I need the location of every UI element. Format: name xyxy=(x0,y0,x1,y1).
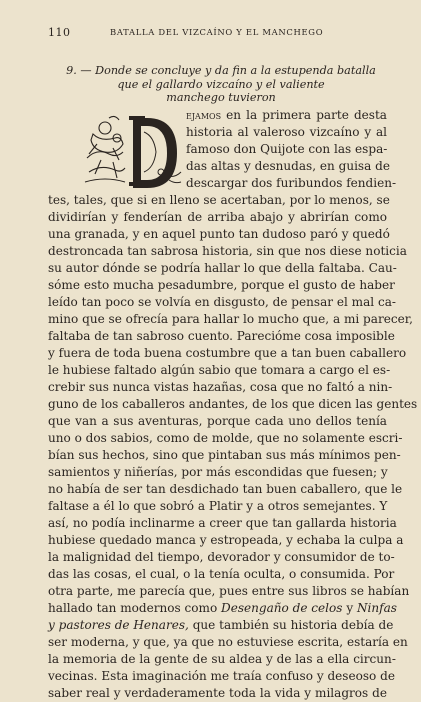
text-line: famoso don Quijote con las espa- xyxy=(186,142,388,156)
book-title: y pastores de Henares, xyxy=(48,618,189,632)
text-line: la malignidad del tiempo, devorador y consumidor de to- xyxy=(48,550,395,564)
text-line: guno de los caballeros andantes, de los que dicen las gentes xyxy=(48,397,418,411)
chapter-heading xyxy=(56,64,386,105)
text-line: descargar dos furibundos fendien- xyxy=(186,176,397,190)
running-title: BATALLA DEL VIZCAÍNO Y EL MANCHEGO xyxy=(110,27,324,37)
chapter-heading-line: que el gallardo vizcaíno y el valiente xyxy=(117,77,325,91)
text-segment: que también su historia debía de xyxy=(188,618,394,632)
text-line: das altas y desnudas, en guisa de xyxy=(186,159,390,173)
text-line: que van a sus aventuras, porque cada uno dellos tenía xyxy=(48,414,387,428)
initial-word-rest: ejamos xyxy=(186,108,222,122)
text-segment: hallado tan modernos como xyxy=(48,601,222,615)
text-line: vecinas. Esta imaginación me traía confuso y deseoso de xyxy=(48,669,395,683)
body-text xyxy=(48,107,418,702)
chapter-heading-line: manchego tuvieron xyxy=(166,91,276,105)
text-line: destroncada tan sabrosa historia, sin que nos diese noticia xyxy=(48,244,407,258)
text-line: su autor dónde se podría hallar lo que della faltaba. Cau- xyxy=(48,261,397,275)
text-line: historia al valeroso vizcaíno y al xyxy=(186,125,387,139)
text-line: hubiese quedado manca y estropeada, y echaba la culpa a xyxy=(48,533,404,547)
text-line: una granada, y en aquel punto tan dudoso paró y quedó xyxy=(48,227,390,241)
book-title: Desengaño de celos xyxy=(221,601,343,615)
text-line: así, no podía inclinarme a creer que tan gallarda historia xyxy=(48,516,397,530)
text-line: crebir sus nunca vistas hazañas, cosa que no faltó a nin- xyxy=(48,380,393,394)
text-line-rest: en la primera parte desta xyxy=(221,108,387,122)
text-line: ser moderna, y que, ya que no estuviese escrita, estaría en xyxy=(48,635,408,649)
text-line: samientos y niñerías, por más escondidas que fuesen; y xyxy=(48,465,388,479)
text-line xyxy=(48,107,387,124)
text-line: sóme esto mucha pesadumbre, porque el gusto de haber xyxy=(48,278,395,292)
text-line xyxy=(48,600,397,617)
text-line: la memoria de la gente de su aldea y de las a ella circun- xyxy=(48,652,396,666)
text-line: leído tan poco se volvía en disgusto, de pensar el mal ca- xyxy=(48,295,396,309)
page-number: 110 xyxy=(48,26,71,39)
text-line: le hubiese faltado algún sabio que tomara a cargo el es- xyxy=(48,363,391,377)
text-line: no había de ser tan desdichado tan buen caballero, que le xyxy=(48,482,403,496)
text-line: y fuera de toda buena costumbre que a tan buen caballero xyxy=(48,346,407,360)
text-line: dividirían y fenderían de arriba abajo y abrirían como xyxy=(48,210,387,224)
text-line xyxy=(48,617,394,634)
text-line: tes, tales, que si en lleno se acertaban, por lo menos, se xyxy=(48,193,390,207)
text-segment: y xyxy=(342,601,357,615)
text-line: uno o dos sabios, como de molde, que no solamente escri- xyxy=(48,431,403,445)
book-title: Ninfas xyxy=(356,601,397,615)
text-line: faltase a él lo que sobró a Platir y a otros semejantes. Y xyxy=(48,499,388,513)
text-line: otra parte, me parecía que, pues entre sus libros se habían xyxy=(48,584,410,598)
text-line: saber real y verdaderamente toda la vida y milagros de xyxy=(48,686,387,700)
page-header xyxy=(48,26,384,40)
text-line: faltaba de tan sabroso cuento. Parecióme cosa imposible xyxy=(48,329,395,343)
text-line: das las cosas, el cual, o la tenía oculta, o consumida. Por xyxy=(48,567,395,581)
text-line: mino que se ofrecía para hallar lo mucho que, a mi parecer, xyxy=(48,312,413,326)
chapter-heading-line: 9. — Donde se concluye y da fin a la estupenda batalla xyxy=(66,64,376,77)
text-line: bían sus hechos, sino que pintaban sus más mínimos pen- xyxy=(48,448,401,462)
